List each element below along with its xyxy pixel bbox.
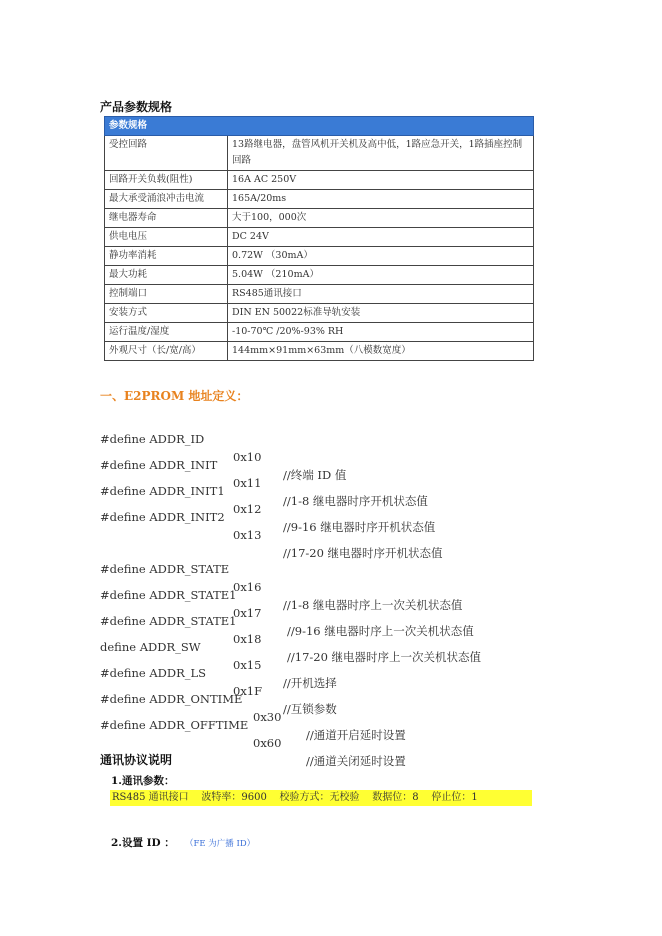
table-row (105, 171, 534, 190)
spec-key: 受控回路 (105, 136, 228, 171)
define-name: #define ADDR_STATE1 (100, 588, 237, 602)
table-row (105, 190, 534, 209)
define-value: 0x16 (233, 580, 262, 594)
e2prom-section-title: 一、E2PROM 地址定义： (100, 389, 249, 403)
define-value: 0x30 (253, 710, 282, 724)
define-comment: //1-8 继电器时序上一次关机状态值 (283, 598, 463, 612)
define-name: #define ADDR_INIT (100, 458, 218, 472)
define-name: #define ADDR_INIT2 (100, 510, 225, 524)
define-value: 0x13 (233, 528, 262, 542)
spec-table (104, 116, 534, 361)
spec-key: 运行温度/湿度 (105, 323, 228, 342)
define-comment: //1-8 继电器时序开机状态值 (283, 494, 428, 508)
define-value: 0x10 (233, 450, 262, 464)
spec-table-header-row (105, 117, 534, 136)
spec-key: 安装方式 (105, 304, 228, 323)
define-name: #define ADDR_ONTIME (100, 692, 243, 706)
spec-value: DIN EN 50022标准导轨安装 (228, 304, 534, 323)
table-row (105, 266, 534, 285)
table-row (105, 342, 534, 361)
comm-params-title: 1.通讯参数： (111, 775, 175, 787)
define-name: #define ADDR_STATE (100, 562, 230, 576)
define-name: #define ADDR_INIT1 (100, 484, 225, 498)
spec-value: 13路继电器，盘管风机开关机及高中低，1路应急开关，1路插座控制回路 (228, 136, 534, 171)
define-comment: //9-16 继电器时序开机状态值 (283, 520, 436, 534)
define-comment: //17-20 继电器时序开机状态值 (283, 546, 443, 560)
spec-value: RS485通讯接口 (228, 285, 534, 304)
table-row (105, 304, 534, 323)
spec-key: 静功率消耗 (105, 247, 228, 266)
spec-value: DC 24V (228, 228, 534, 247)
define-value: 0x17 (233, 606, 262, 620)
spec-value: 0.72W （30mA） (228, 247, 534, 266)
protocol-section-title: 通讯协议说明 (100, 753, 173, 767)
define-comment: //17-20 继电器时序上一次关机状态值 (287, 650, 482, 664)
define-name: #define ADDR_OFFTIME (100, 718, 249, 732)
table-row (105, 136, 534, 171)
spec-key: 外观尺寸（长/宽/高） (105, 342, 228, 361)
broadcast-id-note: （FE 为广播 ID） (185, 839, 256, 849)
table-row (105, 228, 534, 247)
set-id-title: 2.设置 ID ： (111, 837, 175, 849)
define-name: #define ADDR_ID (100, 432, 205, 446)
define-value: 0x1F (233, 684, 263, 698)
spec-key: 最大功耗 (105, 266, 228, 285)
spec-section-title: 产品参数规格 (100, 100, 173, 114)
define-comment: //通道开启延时设置 (306, 728, 406, 742)
define-value: 0x11 (233, 476, 262, 490)
spec-key: 最大承受涌浪冲击电流 (105, 190, 228, 209)
define-value: 0x18 (233, 632, 262, 646)
comm-params-highlight: RS485 通讯接口 波特率：9600 校验方式：无校验 数据位：8 停止位：1 (110, 790, 532, 806)
table-row (105, 209, 534, 228)
spec-value: 165A/20ms (228, 190, 534, 209)
define-comment: //9-16 继电器时序上一次关机状态值 (287, 624, 474, 638)
spec-value: 大于100，000次 (228, 209, 534, 228)
table-row (105, 323, 534, 342)
spec-key: 控制端口 (105, 285, 228, 304)
define-name: #define ADDR_STATE1 (100, 614, 237, 628)
spec-table-header: 参数规格 (105, 117, 534, 136)
table-row (105, 285, 534, 304)
define-value: 0x12 (233, 502, 262, 516)
define-comment: //终端 ID 值 (283, 468, 347, 482)
define-name: #define ADDR_LS (100, 666, 207, 680)
spec-key: 供电电压 (105, 228, 228, 247)
spec-value: -10-70℃ /20%-93% RH (228, 323, 534, 342)
define-value: 0x60 (253, 736, 282, 750)
spec-value: 16A AC 250V (228, 171, 534, 190)
spec-value: 144mm×91mm×63mm（八模数宽度） (228, 342, 534, 361)
define-name: define ADDR_SW (100, 640, 201, 654)
define-comment: //通道关闭延时设置 (306, 754, 406, 768)
spec-key: 回路开关负载(阻性) (105, 171, 228, 190)
table-row (105, 247, 534, 266)
spec-key: 继电器寿命 (105, 209, 228, 228)
define-value: 0x15 (233, 658, 262, 672)
spec-value: 5.04W （210mA） (228, 266, 534, 285)
define-comment: //互锁参数 (283, 702, 337, 716)
define-comment: //开机选择 (283, 676, 337, 690)
